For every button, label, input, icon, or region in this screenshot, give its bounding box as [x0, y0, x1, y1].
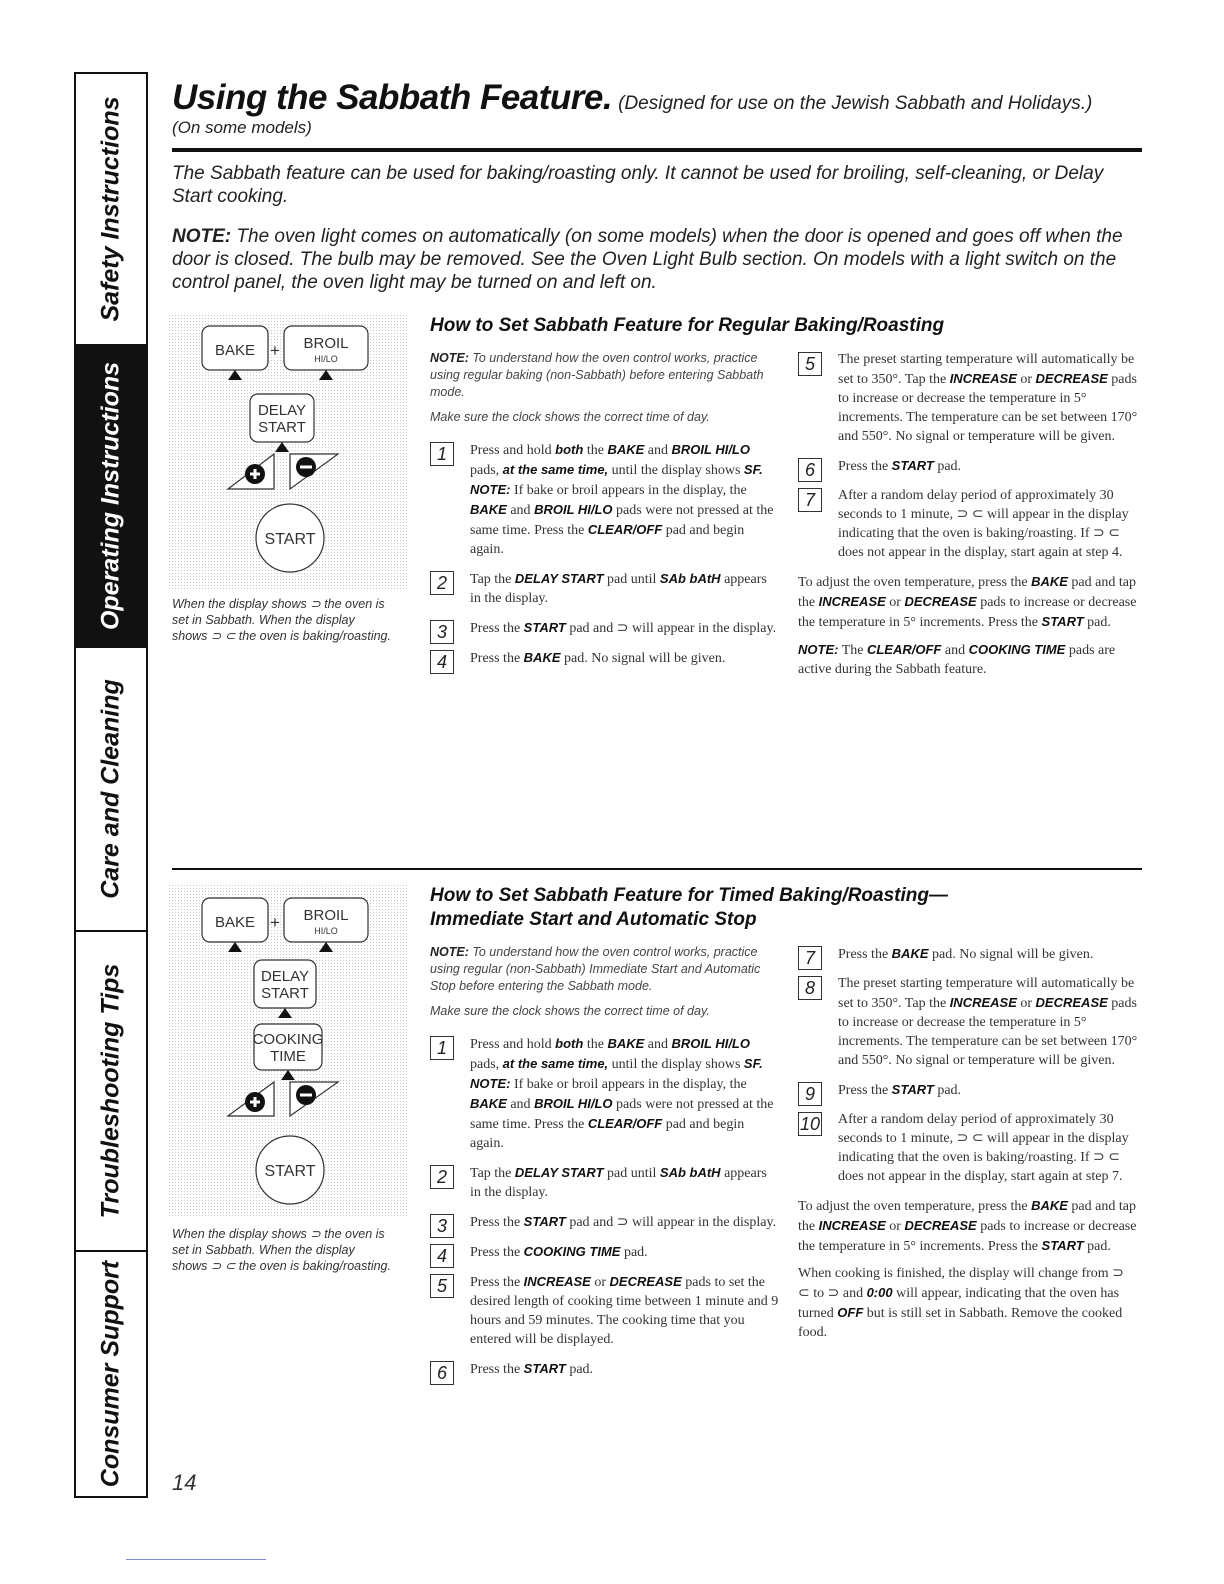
- page-title: Using the Sabbath Feature.: [172, 78, 613, 117]
- delay-start-label: START: [261, 985, 309, 1002]
- step-number: 2: [430, 1165, 454, 1189]
- practice-note: [430, 350, 780, 401]
- step-number: 4: [430, 1244, 454, 1268]
- page-header: [172, 78, 1142, 138]
- start-label: START: [264, 531, 316, 548]
- plus-circle-icon: [245, 1092, 265, 1112]
- step-number: 1: [430, 1036, 454, 1060]
- panel-caption: When the display shows ⊃ the oven is set in Sabbath. When the display shows ⊃ ⊂ the oven is baking/roasting.: [172, 1227, 391, 1273]
- note-text: To understand how the oven control works, practice using regular (non-Sabbath) Immediate Start and Automatic Stop before entering the Sabbath mode.: [430, 945, 761, 993]
- plus-circle-icon: [245, 464, 265, 484]
- bake-label: BAKE: [214, 914, 256, 931]
- cooking-label: COOKING: [252, 1031, 324, 1048]
- intro-paragraph: The Sabbath feature can be used for baking/roasting only. It cannot be used for broiling, self-cleaning, or Delay Start cooking.: [172, 163, 1104, 207]
- step-4: 4 Press the BAKE pad. No signal will be given.: [430, 648, 780, 668]
- note-text: The oven light comes on automatically (on some models) when the door is opened and goes off when the door is closed. The bulb may be removed. See the Oven Light Bulb section. On models with a light switch on the control panel, the oven light may be turned on and left on.: [172, 226, 1123, 293]
- step-number: 7: [798, 488, 822, 512]
- plus-sign: +: [270, 341, 280, 360]
- note-text: To understand how the oven control works, practice using regular baking (non-Sabbath) before entering Sabbath mode.: [430, 351, 764, 399]
- section-heading: How to Set Sabbath Feature for Regular Baking/Roasting: [430, 315, 945, 336]
- broil-label: BROIL: [303, 907, 349, 924]
- tab-care-and-cleaning[interactable]: [76, 648, 146, 932]
- section2-column-right: [798, 944, 1138, 1350]
- step-number: 7: [798, 946, 822, 970]
- step-5: 5 Press the INCREASE or DECREASE pads to set the desired length of cooking time between 1 minute and 9 hours and 59 minutes. The cooking time that you entered will be displayed.: [430, 1272, 780, 1349]
- tab-label: Operating Instructions: [96, 361, 125, 631]
- step-6: 6 Press the START pad.: [798, 456, 1138, 476]
- step-number: 6: [430, 1361, 454, 1385]
- side-tab-bar: [74, 72, 148, 1498]
- note-label: NOTE:: [430, 945, 469, 959]
- minus-circle-icon: [296, 457, 316, 477]
- tab-label: Safety Instructions: [96, 96, 125, 322]
- delay-start-label: START: [258, 419, 306, 436]
- note-label: NOTE:: [430, 351, 469, 365]
- start-label: START: [264, 1163, 316, 1180]
- section-heading: [430, 884, 1130, 932]
- step-number: 5: [798, 352, 822, 376]
- step-7: 7 Press the BAKE pad. No signal will be given.: [798, 944, 1138, 964]
- step-number: 1: [430, 442, 454, 466]
- minus-circle-icon: [296, 1085, 316, 1105]
- step-number: 5: [430, 1274, 454, 1298]
- step-6: 6 Press the START pad.: [430, 1359, 780, 1379]
- tab-label: Troubleshooting Tips: [96, 963, 125, 1219]
- intro-note: [172, 225, 1132, 294]
- tab-safety-instructions[interactable]: [76, 74, 146, 346]
- tab-label: Care and Cleaning: [96, 679, 125, 899]
- step-number: 3: [430, 620, 454, 644]
- step-9: 9 Press the START pad.: [798, 1080, 1138, 1100]
- hilo-label: HI/LO: [314, 926, 338, 936]
- section1-column-right: [798, 350, 1138, 687]
- control-panel-illustration: [168, 884, 408, 1218]
- step-10: 10 After a random delay period of approximately 30 seconds to 1 minute, ⊃ ⊂ will appear in the display indicating that the oven is baking/roasting. If ⊃ ⊂ does not appear in the display, start again at step 7.: [799, 1112, 1129, 1184]
- delay-label: DELAY: [257, 402, 307, 419]
- note-label: NOTE:: [172, 226, 232, 247]
- step-2: 2 Tap the DELAY START pad until SAb bAtH appears in the display.: [430, 1163, 780, 1202]
- tab-troubleshooting-tips[interactable]: [76, 932, 146, 1252]
- page-number: 14: [172, 1470, 197, 1495]
- footer-rule: [126, 1559, 266, 1560]
- step-5: 5 The preset starting temperature will automatically be set to 350°. Tap the INCREASE or DECREASE pads to increase or decrease the temperature in 5° increments. The temperature can be set between 170° and 550°. No signal or temperature will be given.: [798, 350, 1138, 446]
- bake-label: BAKE: [214, 342, 256, 359]
- adjust-temperature-text: To adjust the oven temperature, press the BAKE pad and tap the INCREASE or DECREASE pads to increase or decrease the temperature in 5° increments. Press the START pad.: [798, 1198, 1137, 1254]
- header-rule: [172, 148, 1142, 152]
- section1-column-left: [430, 350, 780, 678]
- time-label: TIME: [270, 1048, 306, 1065]
- panel-caption: When the display shows ⊃ the oven is set in Sabbath. When the display shows ⊃ ⊂ the oven is baking/roasting.: [172, 597, 391, 643]
- adjust-temperature-text: To adjust the oven temperature, press the BAKE pad and tap the INCREASE or DECREASE pads to increase or decrease the temperature in 5° increments. Press the START pad.: [798, 574, 1137, 630]
- plus-sign: +: [270, 913, 280, 932]
- cooking-finished-text: When cooking is finished, the display will change from ⊃ ⊂ to ⊃ and 0:00 will appear, indicating that the oven has turned OFF but is still set in Sabbath. Remove the cooked food.: [798, 1266, 1124, 1340]
- step-number: 6: [798, 458, 822, 482]
- practice-note: [430, 944, 780, 995]
- section2-column-left: [430, 944, 780, 1389]
- active-pads-note: NOTE: The CLEAR/OFF and COOKING TIME pads are active during the Sabbath feature.: [798, 642, 1116, 677]
- tab-operating-instructions[interactable]: [76, 346, 146, 648]
- step-4: 4 Press the COOKING TIME pad.: [430, 1242, 780, 1262]
- delay-label: DELAY: [260, 968, 310, 985]
- clock-note: Make sure the clock shows the correct time of day.: [430, 410, 710, 424]
- step-number: 8: [798, 976, 822, 1000]
- step-2: 2 Tap the DELAY START pad until SAb bAtH appears in the display.: [430, 569, 780, 608]
- section-heading-line1: How to Set Sabbath Feature for Timed Baking/Roasting—: [430, 885, 948, 906]
- broil-label: BROIL: [303, 335, 349, 352]
- step-3: 3 Press the START pad and ⊃ will appear in the display.: [430, 1212, 780, 1232]
- step-number: 3: [430, 1214, 454, 1238]
- step-8: 8 The preset starting temperature will automatically be set to 350°. Tap the INCREASE or DECREASE pads to increase or decrease the temperature in 5° increments. The temperature can be set between 170° and 550°. No signal or temperature will be given.: [798, 974, 1138, 1070]
- step-number: 2: [430, 571, 454, 595]
- tab-consumer-support[interactable]: [76, 1252, 146, 1496]
- step-number: 4: [430, 650, 454, 674]
- step-3: 3 Press the START pad and ⊃ will appear in the display.: [430, 618, 780, 638]
- hilo-label: HI/LO: [314, 354, 338, 364]
- tab-label: Consumer Support: [96, 1260, 125, 1488]
- step-number: 9: [798, 1082, 822, 1106]
- control-panel-illustration: [168, 314, 408, 590]
- section-heading-line2: Immediate Start and Automatic Stop: [430, 909, 757, 930]
- clock-note: Make sure the clock shows the correct time of day.: [430, 1004, 710, 1018]
- step-1: 1 Press and hold both the BAKE and BROIL HI/LO pads, at the same time, until the display shows SF. NOTE: If bake or broil appears in the display, the BAKE and BROIL HI/LO pads were not pressed at the same time. Press the CLEAR/OFF pad and begin again.: [430, 1034, 780, 1153]
- step-number: 10: [799, 1114, 821, 1134]
- section-divider: [172, 868, 1142, 870]
- page-subtitle: (Designed for use on the Jewish Sabbath and Holidays.): [618, 93, 1093, 114]
- step-1: 1 Press and hold both the BAKE and BROIL HI/LO pads, at the same time, until the display shows SF. NOTE: If bake or broil appears in the display, the BAKE and BROIL HI/LO pads were not pressed at the same time. Press the CLEAR/OFF pad and begin again.: [430, 440, 780, 559]
- step-7: 7 After a random delay period of approximately 30 seconds to 1 minute, ⊃ ⊂ will appear in the display indicating that the oven is baking/roasting. If ⊃ ⊂ does not appear in the display, start again at step 4.: [798, 486, 1138, 562]
- models-note: (On some models): [172, 118, 312, 137]
